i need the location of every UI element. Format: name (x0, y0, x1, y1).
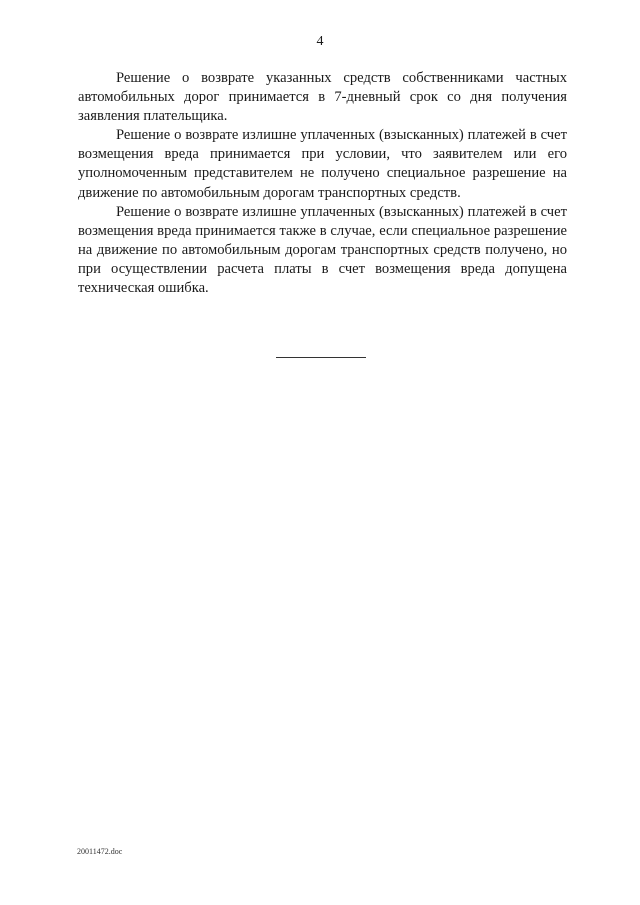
footer-file-name: 20011472.doc (77, 847, 123, 856)
page-number: 4 (316, 34, 324, 49)
paragraph-refund-condition: Решение о возврате излишне уплаченных (взысканных) платежей в счет возмещения вреда принимается при условии, что заявителем или его уполномоченным представителем не получено специальное разрешение на движение по автомобильным дорогам транспортных средств. (78, 127, 567, 201)
separator-line (276, 357, 366, 358)
document-body (78, 69, 567, 298)
paragraph-refund-decision-term: Решение о возврате указанных средств собственниками частных автомобильных дорог принимается в 7-дневный срок со дня получения заявления плательщика. (78, 70, 567, 125)
paragraph-refund-technical-error: Решение о возврате излишне уплаченных (взысканных) платежей в счет возмещения вреда принимается также в случае, если специальное разрешение на движение по автомобильным дорогам транспортных средств получено, но при осуществлении расчета платы в счет возмещения вреда допущена техническая ошибка. (78, 203, 567, 297)
